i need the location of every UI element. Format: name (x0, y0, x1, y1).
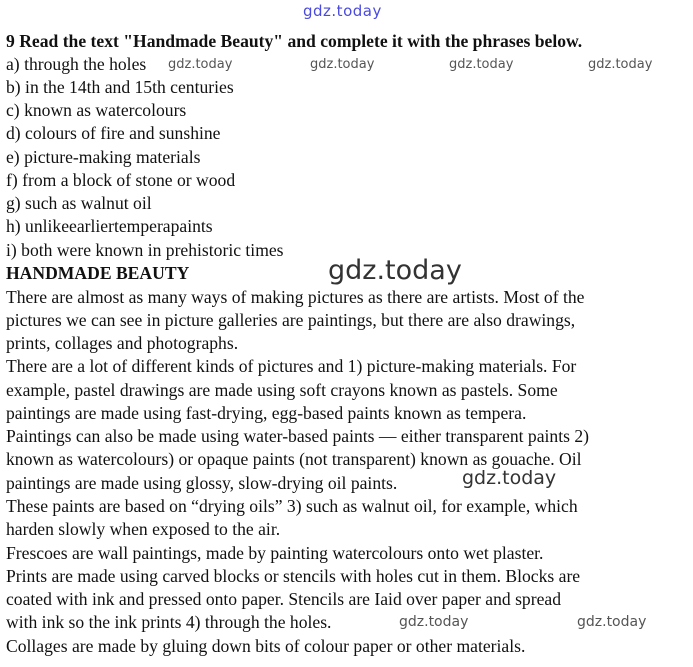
watermark-medium: gdz.today (462, 467, 557, 489)
text-line: coated with ink and pressed onto paper. Stencils are Iaid over paper and spread (6, 589, 561, 609)
text-line: paintings are made using fast-drying, egg-based paints known as tempera. (6, 403, 527, 423)
watermark-small: gdz.today (310, 57, 375, 72)
phrase-item: c) known as watercolours (6, 100, 187, 120)
text-line: known as watercolours) or opaque paints (not transparent) known as gouache. Oil (6, 449, 582, 469)
text-line: There are almost as many ways of making pictures as there are artists. Most of the (6, 287, 585, 307)
task-heading: 9 Read the text "Handmade Beauty" and complete it with the phrases below. (6, 31, 583, 51)
watermark-small: gdz.today (449, 57, 514, 72)
watermark-small: gdz.today (168, 57, 233, 72)
text-line: pictures we can see in picture galleries are paintings, but there are also drawings, (6, 310, 576, 330)
phrase-item: b) in the 14th and 15th centuries (6, 77, 234, 97)
watermark-small: gdz.today (399, 614, 469, 630)
phrase-item: i) both were known in prehistoric times (6, 240, 284, 260)
phrase-item: a) through the holes (6, 54, 147, 74)
watermark-small: gdz.today (577, 614, 647, 630)
text-line: harden slowly when exposed to the air. (6, 519, 281, 539)
watermark-small: gdz.today (588, 57, 653, 72)
text-line: paintings are made using glossy, slow-drying oil paints. (6, 473, 398, 493)
text-line: These paints are based on “drying oils” 3) such as walnut oil, for example, which (6, 496, 578, 516)
phrase-item: h) unlikeearliertemperapaints (6, 216, 213, 236)
text-line: example, pastel drawings are made using soft crayons known as pastels. Some (6, 380, 558, 400)
phrase-item: d) colours of fire and sunshine (6, 123, 221, 143)
text-title: HANDMADE BEAUTY (6, 263, 190, 283)
text-line: Frescoes are wall paintings, made by painting watercolours onto wet plaster. (6, 543, 544, 563)
text-line: Prints are made using carved blocks or stencils with holes cut in them. Blocks are (6, 566, 581, 586)
watermark-top: gdz.today (303, 2, 382, 20)
phrase-item: g) such as walnut oil (6, 193, 152, 213)
text-line: Paintings can also be made using water-based paints — either transparent paints 2) (6, 426, 590, 446)
text-line: prints, collages and photographs. (6, 333, 239, 353)
text-line: Collages are made by gluing down bits of colour paper or other materials. (6, 636, 526, 656)
text-line: with ink so the ink prints 4) through the holes. (6, 612, 332, 632)
watermark-large: gdz.today (328, 255, 462, 286)
phrase-item: f) from a block of stone or wood (6, 170, 236, 190)
phrase-item: e) picture-making materials (6, 147, 201, 167)
text-line: There are a lot of different kinds of pictures and 1) picture-making materials. For (6, 356, 577, 376)
